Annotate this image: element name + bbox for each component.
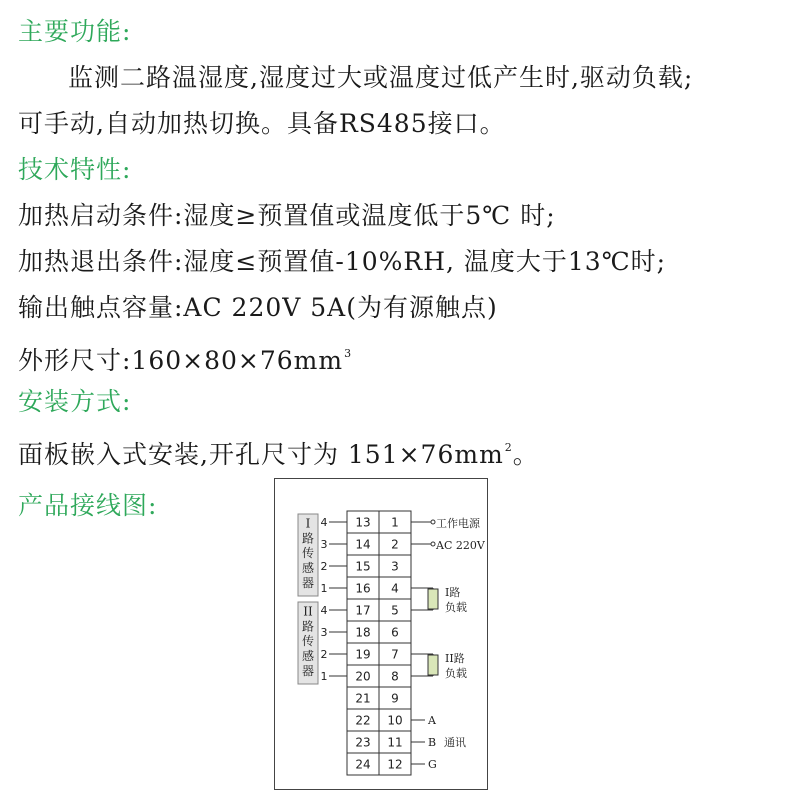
power-terminal-dot [431,520,435,524]
heading-installation: 安装方式: [18,387,132,416]
terminal-number-right: 2 [391,537,399,552]
power-terminal-dot [431,542,435,546]
sensor-2-sensor-pin-number: 3 [320,626,328,639]
sensor-1-sensor-label: 器 [301,576,315,591]
sensor-2-sensor-label: 传 [301,634,315,649]
terminal-number-right: 7 [391,647,399,662]
installation-end-punct: 。 [512,440,539,469]
power-voltage-label: AC 220V [436,539,485,552]
terminal-number-right: 10 [387,713,403,728]
terminal-number-right: 4 [391,581,399,596]
comm-terminal-label: A [428,714,436,727]
terminal-number-right: 12 [387,757,403,772]
terminal-number-right: 8 [391,669,399,684]
power-label: 工作电源 [436,517,480,530]
sensor-2-sensor-label: 感 [301,649,315,664]
terminal-number-right: 11 [387,735,403,750]
sensor-1-sensor-pin-number: 1 [320,582,328,595]
terminal-number-left: 13 [355,515,371,530]
load-2-resistor [428,655,438,675]
terminal-number-right: 3 [391,559,399,574]
main-function-text-2: 可手动,自动加热切换。具备RS485接口。 [18,109,506,138]
sensor-1-sensor-pin-number: 2 [320,560,328,573]
heading-wiring-diagram: 产品接线图: [18,491,158,520]
terminal-number-left: 19 [355,647,371,662]
load-1-label: I路 [445,586,461,599]
comm-terminal-label: G [428,758,437,771]
wiring-diagram [274,478,488,790]
sensor-2-sensor-label: 路 [301,619,315,634]
dimensions-text: 外形尺寸:160×80×76mm [18,346,344,375]
heading-tech-specs: 技术特性: [18,155,132,184]
comm-terminal-label: B [428,736,437,749]
sensor-1-sensor-label: 感 [301,561,315,576]
terminal-number-left: 17 [355,603,371,618]
installation-text [18,432,539,471]
sensor-1-sensor-label: I [305,516,311,531]
terminal-number-left: 16 [355,581,371,596]
sensor-1-sensor-label: 传 [301,546,315,561]
terminal-number-left: 14 [355,537,371,552]
wiring-diagram-svg [274,478,488,790]
terminal-number-right: 9 [391,691,399,706]
load-2-label: II路 [445,652,465,665]
installation-main-text: 面板嵌入式安装,开孔尺寸为 151×76mm [18,440,504,469]
installation-superscript: 2 [504,441,513,454]
terminal-number-left: 22 [355,713,371,728]
terminal-number-left: 15 [355,559,371,574]
sensor-2-sensor-pin-number: 4 [320,604,328,617]
terminal-number-left: 24 [355,757,371,772]
terminal-number-right: 6 [391,625,399,640]
sensor-2-sensor-label: II [303,604,313,619]
terminal-number-right: 1 [391,515,399,530]
sensor-2-sensor-pin-number: 2 [320,648,328,661]
terminal-number-left: 18 [355,625,371,640]
terminal-number-left: 21 [355,691,371,706]
sensor-2-sensor-label: 器 [301,664,315,679]
tech-spec-output-capacity: 输出触点容量:AC 220V 5A(为有源触点) [18,293,498,322]
tech-spec-dimensions [18,338,352,377]
comm-label: 通讯 [444,736,466,749]
load-1-label: 负载 [445,601,467,614]
tech-spec-heat-start: 加热启动条件:湿度≥预置值或温度低于5℃ 时; [18,201,556,230]
load-1-resistor [428,589,438,609]
terminal-number-left: 20 [355,669,371,684]
load-2-label: 负载 [445,667,467,680]
tech-spec-heat-stop: 加热退出条件:湿度≤预置值-10%RH, 温度大于13℃时; [18,247,667,276]
terminal-number-right: 5 [391,603,399,618]
dimensions-superscript: 3 [344,347,353,360]
terminal-number-left: 23 [355,735,371,750]
sensor-1-sensor-pin-number: 3 [320,538,328,551]
sensor-1-sensor-pin-number: 4 [320,516,328,529]
main-function-text-1: 监测二路温湿度,湿度过大或温度过低产生时,驱动负载; [68,63,694,92]
sensor-1-sensor-label: 路 [301,531,315,546]
heading-main-function: 主要功能: [18,17,132,46]
sensor-2-sensor-pin-number: 1 [320,670,328,683]
